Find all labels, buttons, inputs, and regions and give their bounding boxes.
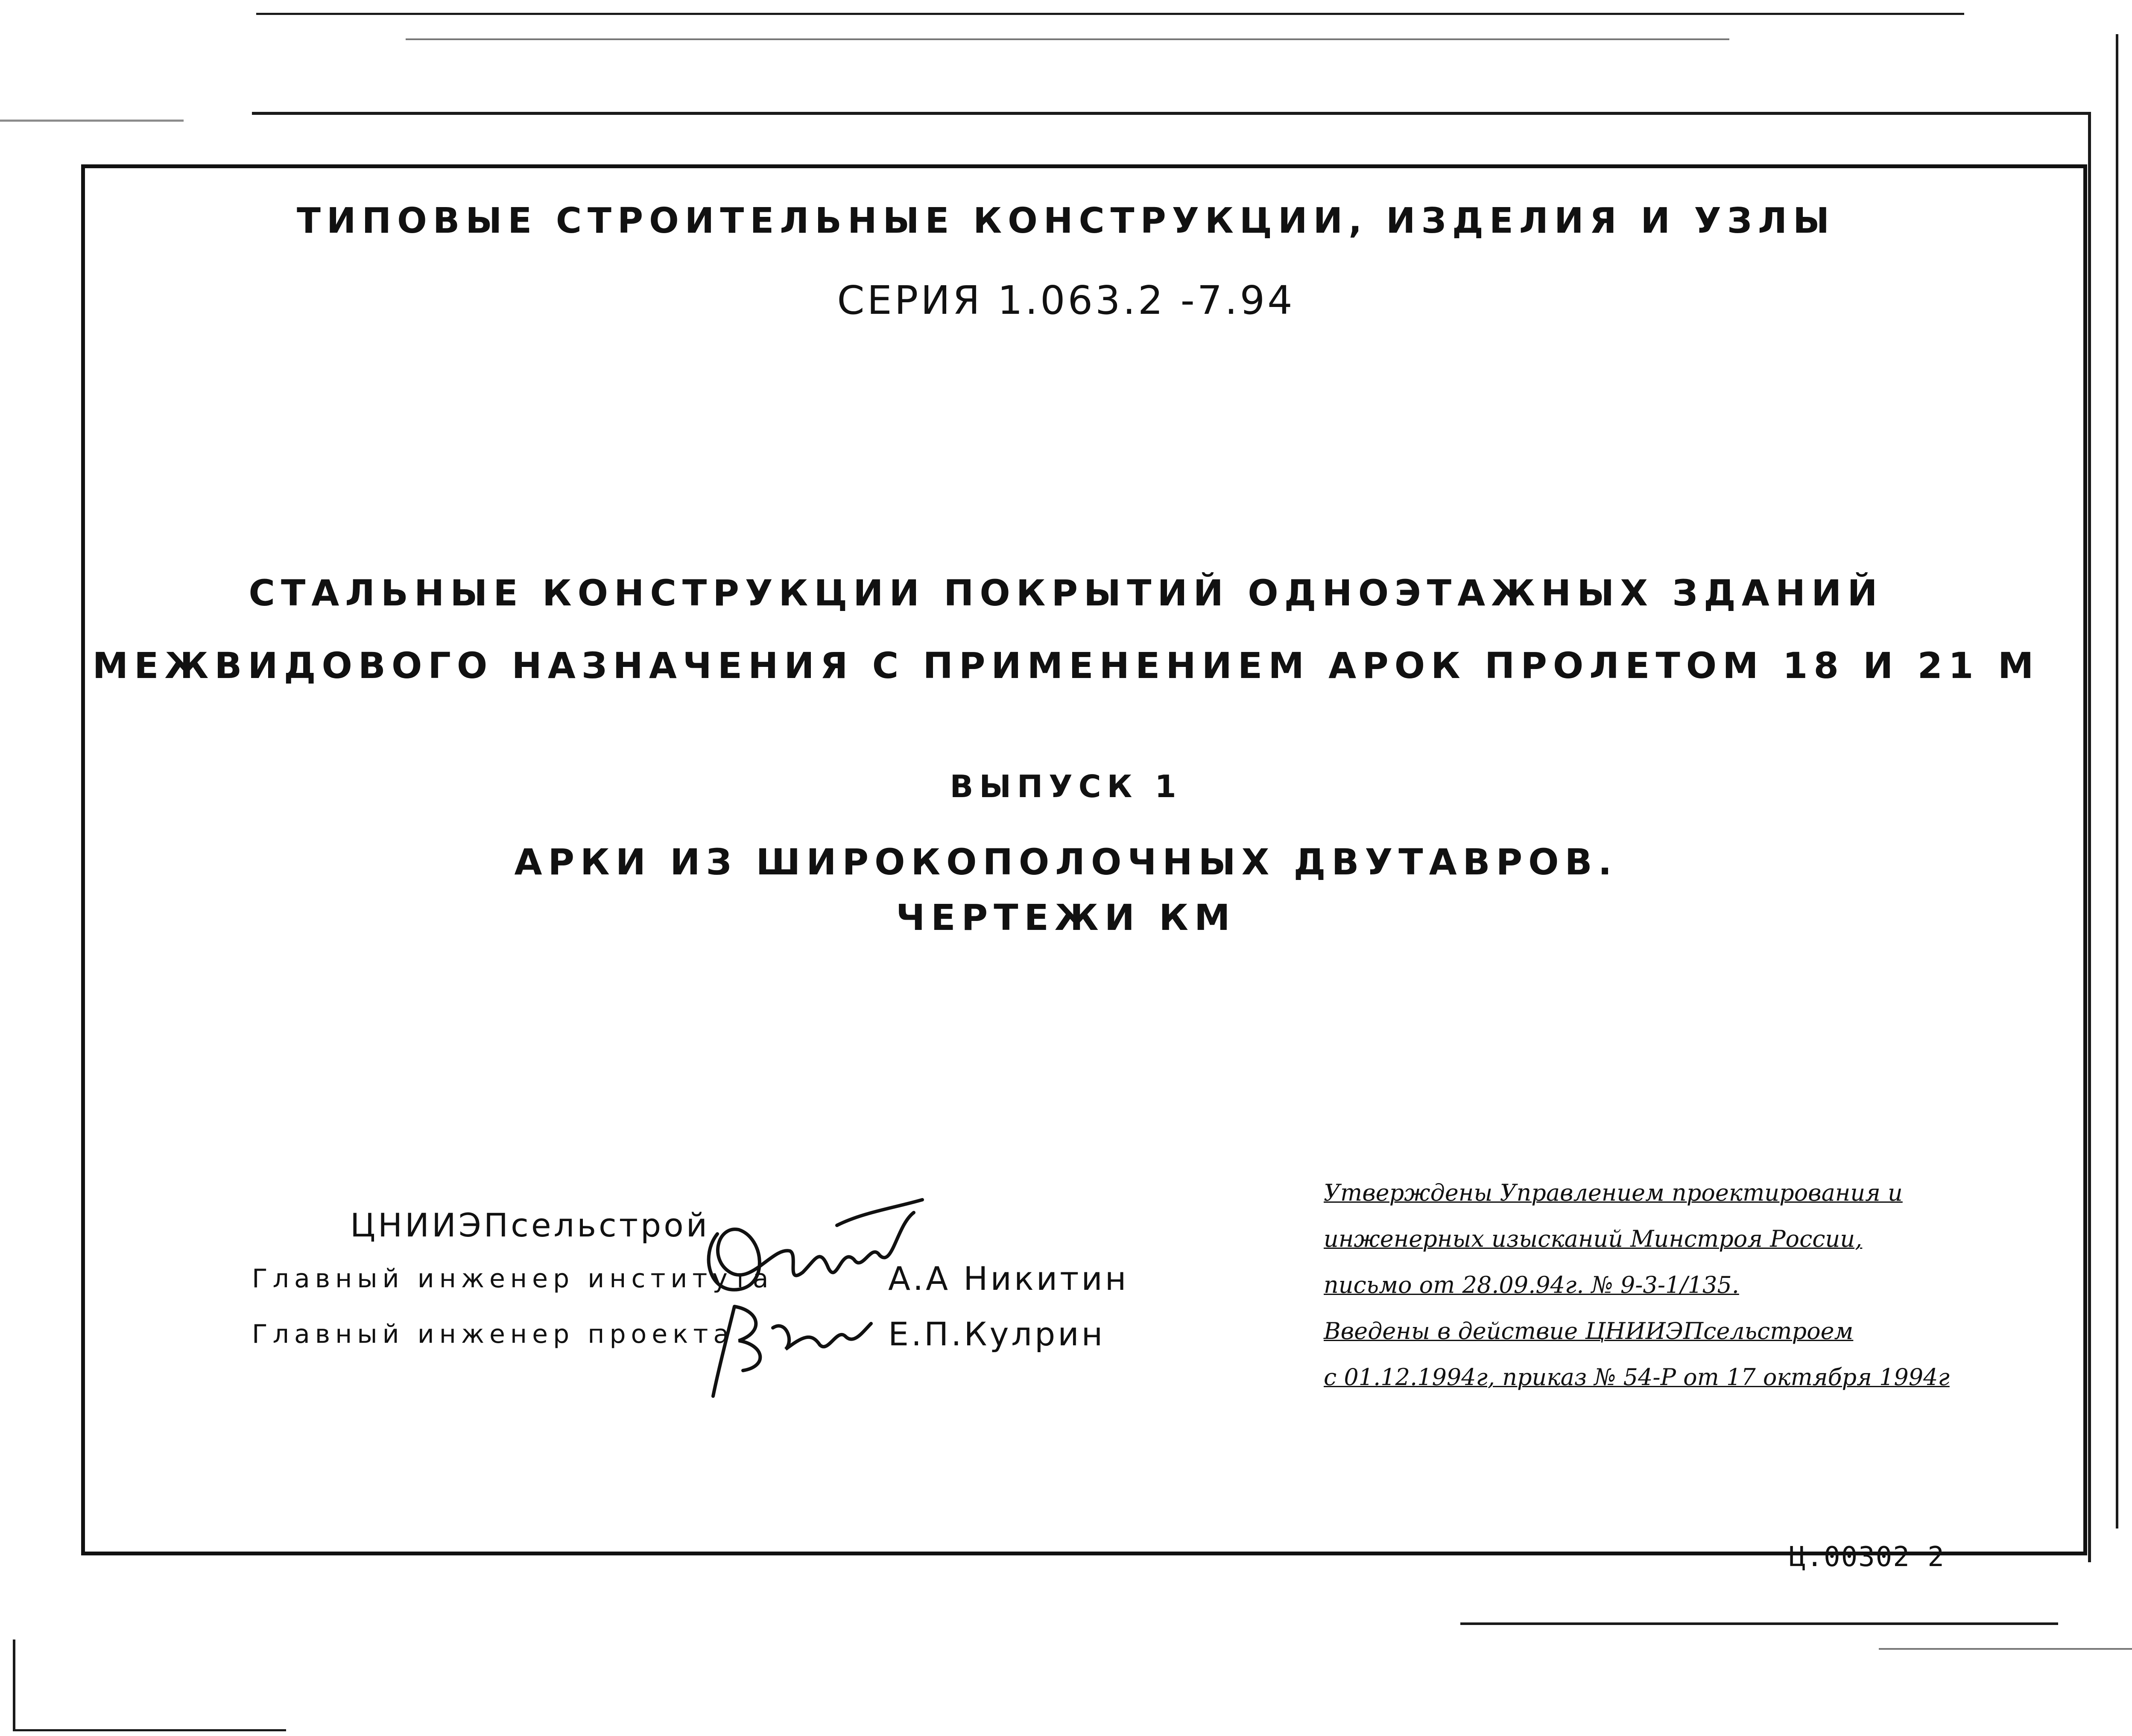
signature-chief-engineer-project xyxy=(700,1281,880,1400)
organization-name: ЦНИИЭПсельстрой xyxy=(350,1206,710,1244)
title-line-1: СТАЛЬНЫЕ КОНСТРУКЦИИ ПОКРЫТИЙ ОДНОЭТАЖНЫХ ЗДАНИЙ xyxy=(249,572,1883,614)
approval-line-1: Утверждены Управлением проектирования и xyxy=(1324,1179,1903,1206)
signatory-role-1: Главный инженер института xyxy=(252,1264,774,1294)
issue-label: ВЫПУСК 1 xyxy=(950,769,1182,804)
signatory-name-1: А.А Никитин xyxy=(888,1260,1129,1298)
header-line: ТИПОВЫЕ СТРОИТЕЛЬНЫЕ КОНСТРУКЦИИ, ИЗДЕЛИЯ И УЗЛЫ xyxy=(296,201,1836,241)
signatory-name-2: Е.П.Кулрин xyxy=(888,1315,1105,1353)
scan-bottom-left-horizontal xyxy=(13,1729,286,1731)
scan-bottom-line xyxy=(1460,1622,2058,1625)
document-code: Ц.00302 2 xyxy=(1789,1541,1945,1573)
scan-bottom-left-vertical xyxy=(13,1640,15,1729)
scan-left-line xyxy=(0,120,184,122)
approval-line-3: письмо от 28.09.94г. № 9-3-1/135. xyxy=(1324,1271,1739,1298)
approval-block xyxy=(1324,1170,2071,1400)
scan-top-line xyxy=(256,13,1964,15)
issue-subtitle-1: АРКИ ИЗ ШИРОКОПОЛОЧНЫХ ДВУТАВРОВ. xyxy=(514,841,1618,883)
title-line-2: МЕЖВИДОВОГО НАЗНАЧЕНИЯ С ПРИМЕНЕНИЕМ АРОК ПРОЛЕТОМ 18 И 21 М xyxy=(92,645,2040,687)
approval-line-2: инженерных изысканий Минстроя России, xyxy=(1324,1225,1863,1252)
signatory-role-2: Главный инженер проекта xyxy=(252,1319,734,1349)
issue-subtitle-2: ЧЕРТЕЖИ КМ xyxy=(896,897,1236,938)
scan-bottom-right-line xyxy=(1879,1648,2132,1650)
approval-line-4: Введены в действие ЦНИИЭПсельстроем xyxy=(1324,1318,1854,1344)
scan-top-line-2 xyxy=(406,38,1729,40)
approval-line-5: с 01.12.1994г, приказ № 54-Р от 17 октября 1994г xyxy=(1324,1364,1950,1391)
series-number: СЕРИЯ 1.063.2 -7.94 xyxy=(837,278,1295,323)
